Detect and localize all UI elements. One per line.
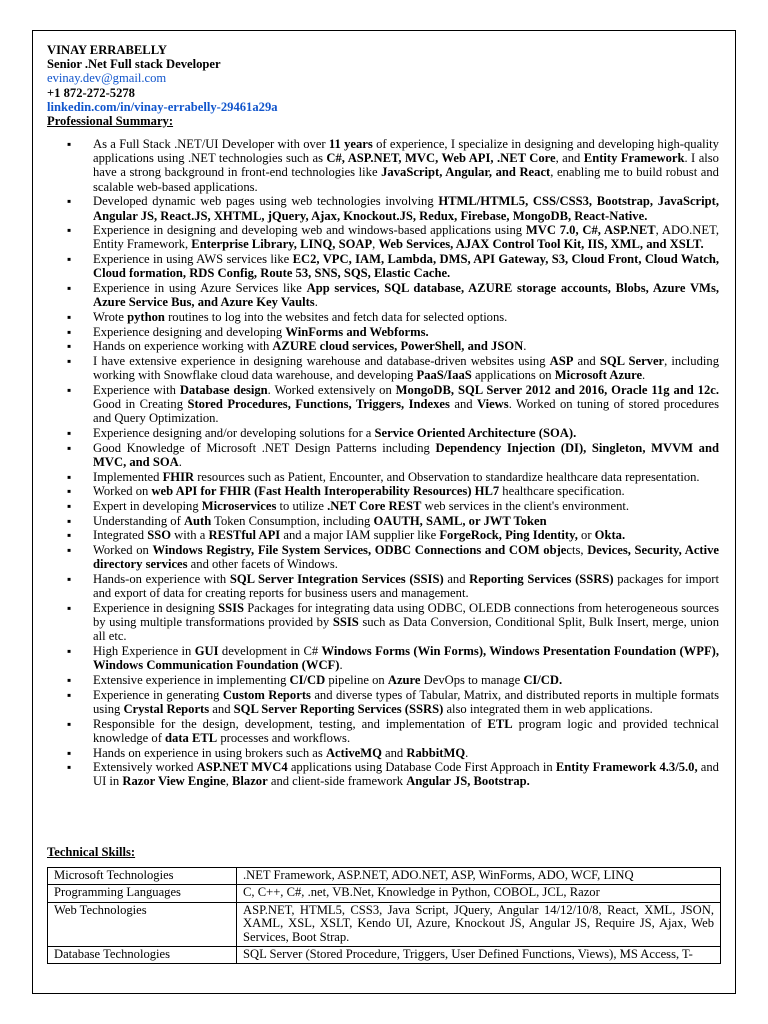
summary-bold-text: JavaScript, Angular, and React	[381, 165, 551, 180]
summary-bold-text: AZURE cloud services, PowerShell, and JSON	[272, 339, 524, 354]
summary-heading: Professional Summary:	[47, 114, 174, 129]
summary-bold-text: Angular JS, Bootstrap.	[406, 774, 530, 789]
summary-text: Experience in using AWS services like	[93, 252, 293, 267]
summary-bold-text: Windows Forms (Win Forms), Windows Presentation Foundation (WPF), Windows Communication Foundation (WCF)	[93, 644, 719, 673]
phone-number: +1 872-272-5278	[47, 85, 135, 100]
candidate-title: Senior .Net Full stack Developer	[47, 57, 221, 72]
summary-text: . Worked on tuning of stored procedures and Query Optimization.	[93, 397, 720, 426]
summary-bold-text: Database design	[179, 382, 268, 397]
summary-text: and client-side framework	[267, 774, 407, 789]
summary-bold-text: CI/CD.	[523, 673, 563, 688]
summary-item	[47, 717, 719, 745]
linkedin-link[interactable]: linkedin.com/in/vinay-errabelly-29461a29a	[47, 99, 278, 114]
summary-bold-text: Razor View Engine	[122, 774, 226, 789]
summary-text: ,	[372, 237, 379, 252]
summary-item	[47, 746, 719, 760]
summary-text: Experience with	[93, 382, 180, 397]
summary-item	[47, 441, 719, 469]
summary-item	[47, 484, 719, 498]
summary-text: .	[523, 339, 527, 354]
summary-text: processes and workflows.	[217, 730, 351, 745]
summary-bold-text: Reporting Services (SSRS)	[469, 572, 614, 587]
summary-item	[47, 528, 719, 542]
summary-bold-text: Blazor	[232, 774, 268, 789]
summary-bold-text: Microservices	[201, 499, 277, 514]
resume-page	[32, 30, 736, 994]
summary-bold-text: Crystal Reports	[123, 701, 210, 716]
summary-text: with a	[171, 528, 209, 543]
summary-bold-text: ASP.NET MVC4	[196, 760, 288, 775]
summary-text: also integrated them in web applications.	[443, 701, 653, 716]
skill-value: ASP.NET, HTML5, CSS3, Java Script, JQuery, Angular 14/12/10/8, React, XML, JSON, XAML, XSL, XSLT, Kendo UI, Azure, Knockout JS, Angular JS, Require JS, Ajax, Web Services, Boot Strap.	[237, 902, 721, 946]
summary-text: healthcare specification.	[499, 484, 625, 499]
summary-bold-text: RabbitMQ	[406, 745, 466, 760]
summary-bold-text: Enterprise Library, LINQ, SOAP	[191, 237, 373, 252]
summary-bold-text: Windows Registry, File System Services, ODBC Connections and COM obje	[152, 543, 567, 558]
summary-item	[47, 252, 719, 280]
summary-text: Experience in generating	[93, 687, 223, 702]
summary-text: Responsible for the design, development, testing, and implementation of	[93, 716, 488, 731]
summary-item	[47, 688, 719, 716]
summary-text: ,	[225, 774, 233, 789]
summary-item	[47, 281, 719, 309]
summary-text: packages for import and export of data for creating reports for business users and management.	[93, 572, 719, 601]
summary-text: and UI in	[93, 760, 719, 789]
summary-item	[47, 499, 719, 513]
summary-bold-text: SQL Server	[599, 354, 665, 369]
summary-bold-text: ASP	[549, 354, 574, 369]
skill-category: Database Technologies	[48, 947, 237, 964]
summary-bold-text: .NET Core REST	[327, 499, 422, 514]
summary-text: , and	[555, 151, 584, 166]
summary-bold-text: EC2, VPC, IAM, Lambda, DMS, API Gateway, S3, Cloud Front, Cloud Watch, Cloud formation, RDS Config, Route 53, SNS, SQS, Elastic Cache.	[93, 252, 720, 281]
summary-text: and diverse types of Tabular, Matrix, and distributed reports in multiple formats using	[93, 687, 719, 716]
summary-bold-text: web API for FHIR (Fast Health Interoperability Resources) HL7	[151, 484, 500, 499]
summary-text: Token Consumption, including	[211, 513, 374, 528]
email-link[interactable]: evinay.dev@gmail.com	[47, 71, 167, 86]
skill-category: Microsoft Technologies	[48, 868, 237, 885]
summary-item	[47, 543, 719, 571]
skill-category: Programming Languages	[48, 885, 237, 902]
summary-text: , ADO.NET, Entity Framework,	[93, 223, 720, 252]
summary-bold-text: data ETL	[165, 730, 218, 745]
summary-bold-text: ActiveMQ	[325, 745, 382, 760]
summary-text: and	[573, 354, 600, 369]
summary-text: or	[577, 528, 595, 543]
summary-text: Experience in designing	[93, 601, 219, 615]
summary-item	[47, 354, 719, 382]
summary-text: resources such as Patient, Encounter, and Observation to standardize healthcare data representation.	[194, 469, 700, 484]
summary-item	[47, 325, 719, 339]
summary-bold-text: Azure	[387, 673, 421, 688]
summary-bold-text: Microsoft Azure	[554, 368, 643, 383]
summary-text: I have extensive experience in designing warehouse and database-driven websites using	[93, 354, 550, 369]
summary-text: Hands on experience working with	[93, 339, 273, 354]
summary-bold-text: MVC 7.0, C#, ASP.NET	[525, 223, 656, 238]
summary-text: Experience designing and developing	[93, 324, 286, 339]
summary-bold-text: Dependency Injection (DI), Singleton, MVVM and MVC, and SOA	[93, 440, 719, 469]
summary-item	[47, 601, 719, 644]
summary-text: Worked on	[93, 484, 152, 499]
summary-bold-text: CI/CD	[289, 673, 326, 688]
summary-text: pipeline on	[325, 673, 388, 688]
summary-bold-text: Custom Reports	[222, 687, 311, 702]
summary-bold-text: App services, SQL database, AZURE storage accounts, Blobs, Azure VMs, Azure Service Bus, and Azure Key Vaults	[93, 281, 719, 310]
skills-row	[48, 885, 721, 902]
summary-bold-text: C#, ASP.NET, MVC, Web API, .NET Core	[326, 151, 556, 166]
summary-bold-text: Devices, Security, Active directory services	[93, 543, 719, 572]
summary-bold-text: Auth	[183, 513, 212, 528]
summary-bold-text: ETL	[487, 716, 513, 731]
summary-bold-text: Views	[476, 397, 509, 412]
summary-text: Developed dynamic web pages using web technologies involving	[93, 194, 439, 209]
summary-text: and other facets of Windows.	[187, 557, 338, 572]
summary-item	[47, 470, 719, 484]
summary-text: . Worked extensively on	[267, 382, 396, 397]
summary-item	[47, 194, 719, 222]
summary-bold-text: HTML/HTML5, CSS/CSS3, Bootstrap, JavaScript, Angular JS, React.JS, XHTML, jQuery, Ajax, Knockout.JS, Redux, Firebase, MongoDB, React-Native.	[93, 194, 719, 223]
summary-item	[47, 339, 719, 353]
summary-text: , enabling me to build robust and scalable web-based applications.	[93, 165, 719, 194]
summary-text: Packages for integrating data using ODBC, OLEDB connections from heterogeneous sources by using multiple transformations provided by	[93, 601, 719, 630]
summary-item	[47, 310, 719, 324]
summary-text: routines to log into the websites and fetch data for selected options.	[164, 309, 508, 324]
summary-text: and	[449, 397, 477, 412]
summary-text: .	[314, 295, 318, 310]
summary-text: Worked on	[93, 543, 153, 558]
summary-bold-text: 11 years	[328, 137, 373, 151]
summary-bold-text: Entity Framework 4.3/5.0,	[555, 760, 698, 775]
summary-text: Extensively worked	[93, 760, 197, 775]
summary-text: .	[642, 368, 646, 383]
summary-text: and	[443, 572, 470, 587]
summary-item	[47, 673, 719, 687]
skill-value: C, C++, C#, .net, VB.Net, Knowledge in Python, COBOL, JCL, Razor	[237, 885, 721, 902]
summary-text: Hands on experience in using brokers such as	[93, 745, 326, 760]
summary-text: program logic and provided technical knowledge of	[93, 716, 719, 745]
summary-text: .	[339, 658, 343, 673]
skills-row	[48, 868, 721, 885]
summary-item	[47, 514, 719, 528]
summary-text: As a Full Stack .NET/UI Developer with over	[93, 137, 329, 151]
summary-text: to utilize	[276, 499, 328, 514]
summary-text: Expert in developing	[93, 499, 202, 514]
summary-list	[47, 137, 719, 789]
summary-text: web services in the client's environment.	[421, 499, 630, 514]
summary-bold-text: FHIR	[162, 469, 195, 484]
summary-text: Good Knowledge of Microsoft .NET Design Patterns including	[93, 440, 436, 455]
summary-bold-text: SSIS	[332, 615, 359, 630]
summary-text: Implemented	[93, 469, 163, 484]
summary-text: .	[465, 745, 469, 760]
summary-item	[47, 572, 719, 600]
summary-bold-text: RESTful API	[208, 528, 281, 543]
summary-text: Wrote	[93, 309, 128, 324]
summary-bold-text: Web Services, AJAX Control Tool Kit, IIS, XML, and XSLT.	[378, 237, 704, 252]
summary-text: . I also have a strong background in front-end technologies like	[93, 151, 719, 180]
summary-text: Experience in designing and developing web and windows-based applications using	[93, 223, 526, 238]
summary-bold-text: PaaS/IaaS	[416, 368, 472, 383]
summary-text: DevOps to manage	[420, 673, 524, 688]
summary-bold-text: Stored Procedures, Functions, Triggers, Indexes	[187, 397, 450, 412]
summary-bold-text: MongoDB, SQL Server 2012 and 2016, Oracle 11g and 12c.	[395, 382, 720, 397]
summary-text: Extensive experience in implementing	[93, 673, 290, 688]
skills-row	[48, 947, 721, 964]
summary-text: applications using Database Code First Approach in	[287, 760, 556, 775]
summary-text: Experience designing and/or developing solutions for a	[93, 426, 375, 441]
technical-skills-heading: Technical Skills:	[47, 845, 136, 859]
summary-text: Good in Creating	[93, 397, 188, 412]
summary-bold-text: GUI	[194, 644, 219, 659]
summary-bold-text: SQL Server Integration Services (SSIS)	[229, 572, 444, 587]
resume-header	[47, 43, 278, 128]
summary-bold-text: SQL Server Reporting Services (SSRS)	[233, 701, 444, 716]
summary-item	[47, 223, 719, 251]
summary-text: Experience in using Azure Services like	[93, 281, 307, 296]
summary-item	[47, 760, 719, 788]
summary-text: and a major IAM supplier like	[280, 528, 440, 543]
summary-item	[47, 383, 719, 426]
skill-value: SQL Server (Stored Procedure, Triggers, User Defined Functions, Views), MS Access, T-	[237, 947, 721, 964]
summary-bold-text: WinForms and Webforms.	[285, 324, 429, 339]
summary-item	[47, 426, 719, 440]
summary-text: and	[209, 701, 234, 716]
skill-value: .NET Framework, ASP.NET, ADO.NET, ASP, WinForms, ADO, WCF, LINQ	[237, 868, 721, 885]
summary-text: applications on	[471, 368, 555, 383]
summary-bold-text: Okta.	[594, 528, 626, 543]
summary-text: Integrated	[93, 528, 148, 543]
summary-text: Hands-on experience with	[93, 572, 230, 587]
summary-item	[47, 137, 719, 194]
summary-text: development in C#	[218, 644, 322, 659]
summary-bold-text: Service Oriented Architecture (SOA).	[374, 426, 577, 441]
summary-text: , including working with Snowflake cloud data warehouse, and developing	[93, 354, 719, 383]
summary-bold-text: SSO	[147, 528, 172, 543]
candidate-name: VINAY ERRABELLY	[47, 43, 168, 57]
summary-text: Understanding of	[93, 513, 184, 528]
summary-bold-text: SSIS	[218, 601, 244, 615]
skills-row	[48, 902, 721, 946]
skill-category: Web Technologies	[48, 902, 237, 946]
summary-bold-text: ForgeRock, Ping Identity,	[439, 528, 578, 543]
summary-text: of experience, I specialize in designing and developing high-quality applications using .NET technologies such as	[93, 137, 719, 166]
summary-bold-text: OAUTH, SAML, or JWT Token	[373, 513, 547, 528]
summary-item	[47, 644, 719, 672]
summary-text: High Experience in	[93, 644, 195, 659]
skills-table	[47, 867, 721, 964]
summary-text: .	[178, 454, 182, 469]
summary-bold-text: python	[127, 309, 165, 324]
summary-text: cts,	[566, 543, 588, 558]
summary-text: and	[381, 745, 407, 760]
summary-bold-text: Entity Framework	[583, 151, 685, 166]
summary-text: such as Data Conversion, Conditional Split, Bulk Insert, merge, union all etc.	[93, 615, 720, 644]
